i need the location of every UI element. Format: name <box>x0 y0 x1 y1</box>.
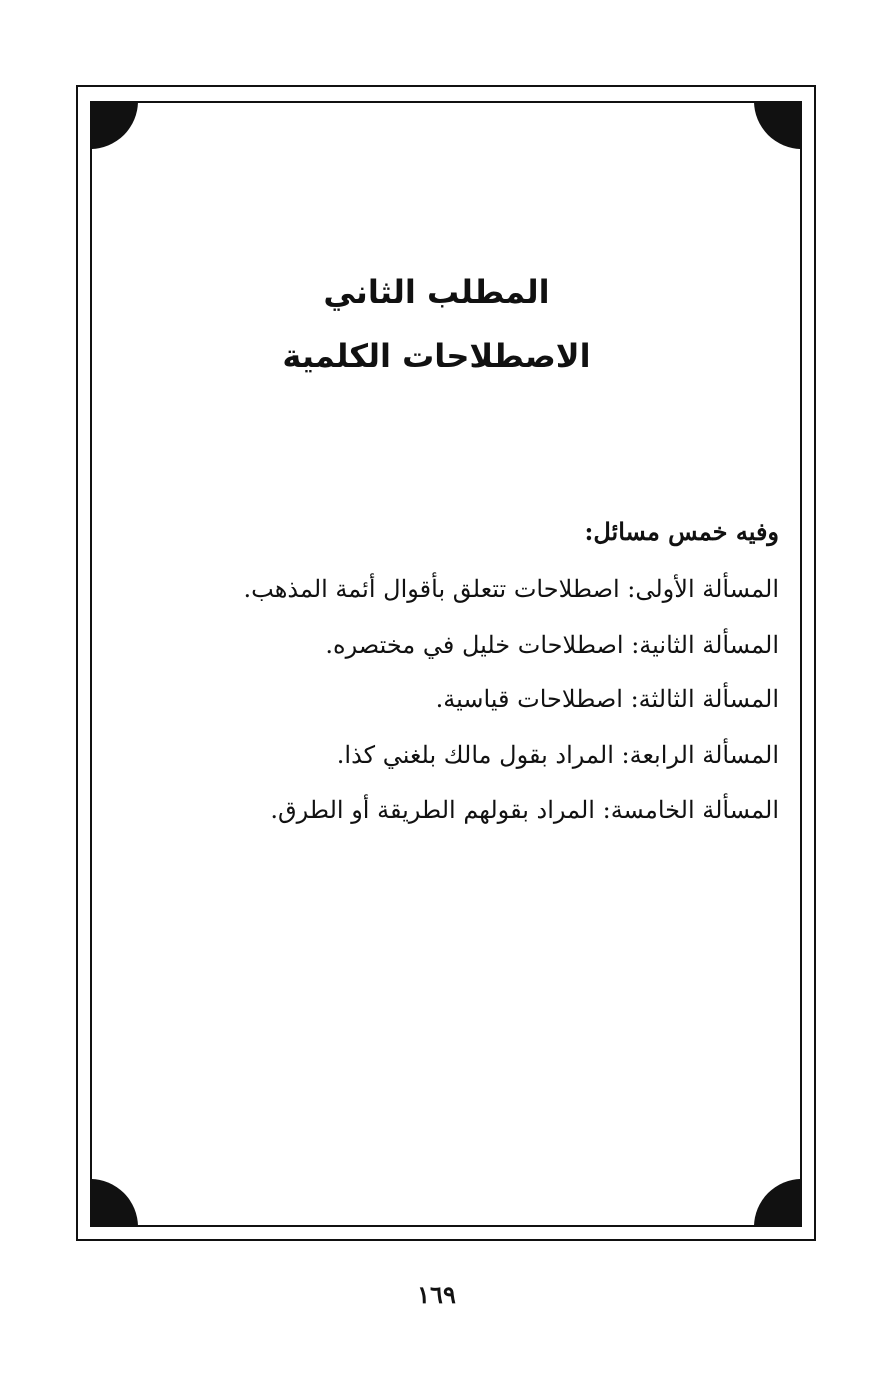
corner-ornament-top-right <box>754 101 802 149</box>
issue-line-3: المسألة الثالثة: اصطلاحات قياسية. <box>435 685 779 713</box>
section-title: المطلب الثاني <box>323 273 550 311</box>
section-subtitle: الاصطلاحات الكلمية <box>282 337 591 375</box>
page-number: ١٦٩ <box>417 1280 456 1309</box>
issue-line-1: المسألة الأولى: اصطلاحات تتعلق بأقوال أئمة المذهب. <box>243 575 779 603</box>
corner-ornament-bottom-right <box>754 1179 802 1227</box>
issue-line-4: المسألة الرابعة: المراد بقول مالك بلغني كذا. <box>336 741 779 769</box>
issue-line-2: المسألة الثانية: اصطلاحات خليل في مختصره. <box>325 631 779 659</box>
intro-line: وفيه خمس مسائل: <box>584 517 779 546</box>
corner-ornament-top-left <box>90 101 138 149</box>
corner-ornament-bottom-left <box>90 1179 138 1227</box>
inner-border-frame <box>90 101 802 1227</box>
issue-line-5: المسألة الخامسة: المراد بقولهم الطريقة أو الطرق. <box>270 796 779 824</box>
